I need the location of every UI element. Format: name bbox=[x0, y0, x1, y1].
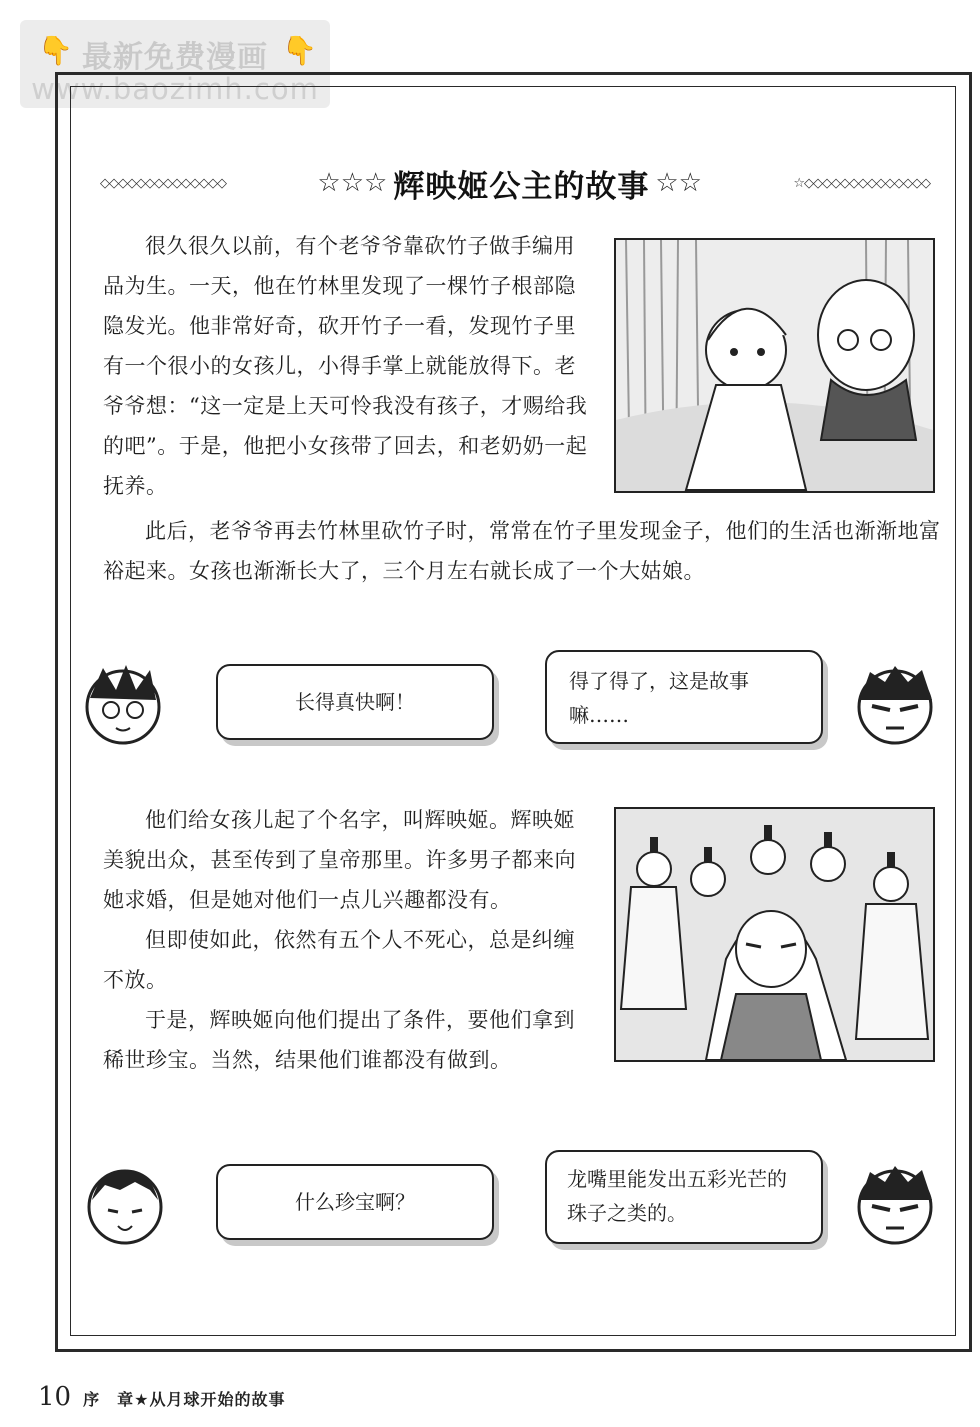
page-footer bbox=[38, 1382, 285, 1412]
page-number: 10 bbox=[38, 1382, 72, 1412]
speech-bubble-4 bbox=[545, 1150, 823, 1244]
pointing-hand-icon: 👇 bbox=[38, 34, 73, 67]
star-icon: ☆☆ bbox=[655, 168, 702, 198]
speech-text: 长得真快啊！ bbox=[295, 690, 415, 714]
girl-avatar-icon bbox=[80, 1160, 170, 1250]
speech-text: 龙嘴里能发出五彩光芒的珠子之类的。 bbox=[567, 1167, 787, 1225]
title-center bbox=[317, 161, 702, 206]
boy-avatar-icon bbox=[850, 660, 940, 750]
pointing-hand-icon: 👇 bbox=[282, 34, 317, 67]
paragraph-3: 他们给女孩儿起了个名字，叫辉映姬。辉映姬美貌出众，甚至传到了皇帝那里。许多男子都来向她求婚，但是她对他们一点儿兴趣都没有。 bbox=[103, 808, 576, 912]
star-icon: ☆☆☆ bbox=[317, 168, 388, 198]
paragraph-5: 于是，辉映姬向他们提出了条件，要他们拿到稀世珍宝。当然，结果他们谁都没有做到。 bbox=[103, 1008, 575, 1072]
paragraph-4: 但即使如此，依然有五个人不死心，总是纠缠不放。 bbox=[103, 928, 575, 992]
watermark-title: 最新免费漫画 bbox=[82, 40, 268, 75]
speech-bubble-2 bbox=[545, 650, 823, 744]
paragraph-2: 此后，老爷爷再去竹林里砍竹子时，常常在竹子里发现金子，他们的生活也渐渐地富裕起来。女孩也渐渐长大了，三个月左右就长成了一个大姑娘。 bbox=[103, 519, 941, 583]
story-title: 辉映姬公主的故事 bbox=[393, 168, 650, 205]
chapter-title: 序 章★从月球开始的故事 bbox=[83, 1390, 286, 1409]
story-title-row bbox=[100, 160, 930, 206]
paragraph-1: 很久很久以前，有个老爷爷靠砍竹子做手编用品为生。一天，他在竹林里发现了一棵竹子根部隐隐发光。他非常好奇，砍开竹子一看，发现竹子里有一个很小的女孩儿，小得手掌上就能放得下。老爷爷想：“这一定是上天可怜我没有孩子，才赐给我的吧”。于是，他把小女孩带了回去，和老奶奶一起抚养。 bbox=[103, 234, 588, 498]
boy-avatar-icon bbox=[850, 1160, 940, 1250]
title-decoration-right: ☆◇◇◇◇◇◇◇◇◇◇◇◇◇◇ bbox=[793, 175, 930, 191]
illustration-bamboo-scene bbox=[614, 238, 935, 493]
title-decoration-left: ◇◇◇◇◇◇◇◇◇◇◇◇◇◇ bbox=[100, 175, 226, 191]
speech-text: 什么珍宝啊？ bbox=[295, 1190, 415, 1214]
girl-avatar-icon bbox=[78, 660, 168, 750]
speech-bubble-3 bbox=[216, 1164, 494, 1240]
speech-bubble-1 bbox=[216, 664, 494, 740]
watermark-url[interactable]: www.baozimh.com bbox=[31, 72, 319, 106]
illustration-princess-suitors bbox=[614, 807, 935, 1062]
speech-text: 得了得了，这是故事嘛…… bbox=[569, 669, 749, 727]
